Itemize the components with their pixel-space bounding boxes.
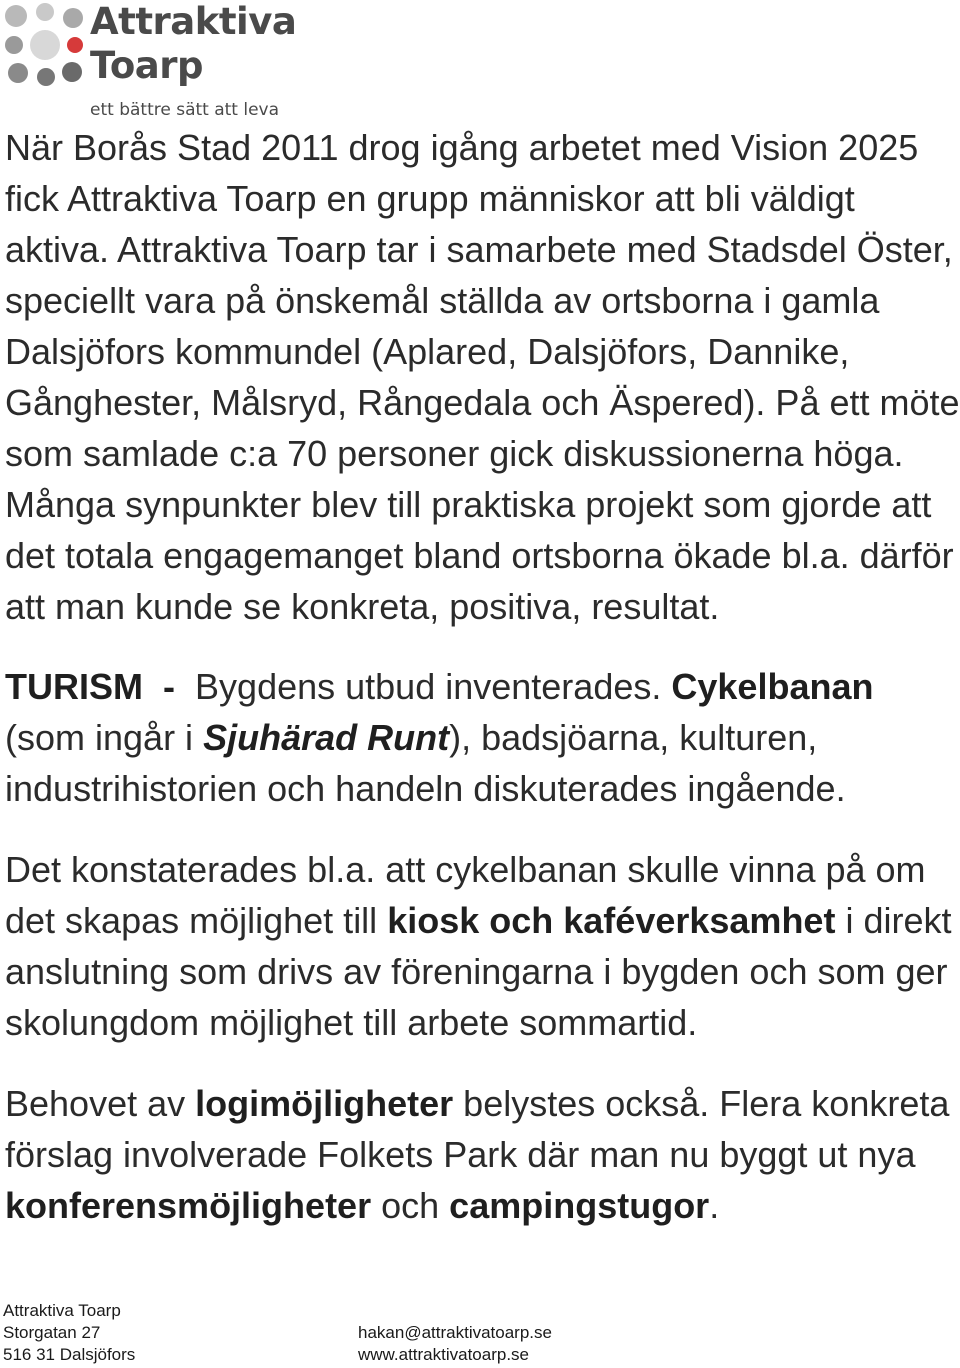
logo (0, 0, 300, 125)
text-span: belystes också. Flera konkreta förslag involverade Folkets Park där man nu byggt ut nya (5, 1083, 950, 1175)
text-span: och (381, 1185, 440, 1226)
logo-name (90, 0, 296, 88)
text-span: ), badsjöarna, kulturen, industrihistorien och handeln diskuterades ingående. (5, 717, 846, 809)
paragraph-intro: När Borås Stad 2011 drog igång arbetet med Vision 2025 fick Attraktiva Toarp en grupp människor att bli väldigt aktiva. Attraktiva Toarp tar i samarbete med Stadsdel Öster, speciellt vara på önskemål ställda av ortsborna i gamla Dalsjöfors kommundel (Aplared, Dalsjöfors, Dannike, Gånghester, Målsryd, Rångedala och Äspered). På ett möte som samlade c:a 70 personer gick diskussionerna höga. Många synpunkter blev till praktiska projekt som gjorde att det totala engagemanget bland ortsborna ökade bl.a. därför att man kunde se konkreta, positiva, resultat. (5, 127, 960, 627)
logo-circle (67, 37, 83, 53)
logo-tagline: ett bättre sätt att leva (90, 100, 280, 120)
italic-span: Sjuhärad Runt (203, 717, 450, 758)
footer (3, 1300, 958, 1368)
footer-email-link[interactable]: hakan@attraktivatoarp.se (358, 1323, 552, 1342)
footer-address (3, 1300, 135, 1366)
paragraph-turism (5, 661, 960, 814)
footer-contact (358, 1322, 552, 1366)
logo-circle (5, 36, 23, 54)
text-span: Behovet av (5, 1083, 186, 1124)
text-span: i direkt anslutning som drivs av föreningarna i bygden och som ger skolungdom möjlighet till arbete sommartid. (5, 900, 952, 1043)
footer-org: Attraktiva Toarp (3, 1301, 121, 1320)
logo-circle (37, 68, 55, 86)
heading-separator: - (163, 666, 176, 707)
text-span: . (709, 1185, 720, 1226)
logo-circle (8, 63, 28, 83)
bold-kiosk: kiosk och kaféverksamhet (387, 900, 836, 941)
logo-circle (62, 62, 82, 82)
text-span: Bygdens utbud inventerades. (195, 666, 662, 707)
logo-circles-icon (2, 2, 88, 88)
bold-campingstugor: campingstugor (449, 1185, 710, 1226)
paragraph-logi (5, 1078, 960, 1231)
footer-postal: 516 31 Dalsjöfors (3, 1345, 136, 1364)
bold-italic-sjuharad-runt (203, 717, 449, 758)
body-text (5, 122, 960, 1231)
logo-circle (30, 30, 60, 60)
paragraph-cykelbanan (5, 844, 960, 1048)
logo-name-line1: Attraktiva (90, 0, 297, 43)
text-span: (som ingår i (5, 717, 194, 758)
footer-web-link[interactable]: www.attraktivatoarp.se (358, 1345, 530, 1364)
logo-circle (63, 8, 83, 28)
heading-turism: TURISM (5, 666, 143, 707)
bold-konferensmojligheter: konferensmöjligheter (5, 1185, 372, 1226)
text-span: Det konstaterades bl.a. att cykelbanan skulle vinna på om det skapas möjlighet till (5, 849, 926, 941)
logo-circle (5, 5, 27, 27)
footer-street: Storgatan 27 (3, 1323, 101, 1342)
bold-cykelbanan: Cykelbanan (671, 666, 874, 707)
logo-name-line2: Toarp (90, 44, 203, 87)
bold-logimojligheter: logimöjligheter (195, 1083, 454, 1124)
logo-circle (36, 3, 54, 21)
